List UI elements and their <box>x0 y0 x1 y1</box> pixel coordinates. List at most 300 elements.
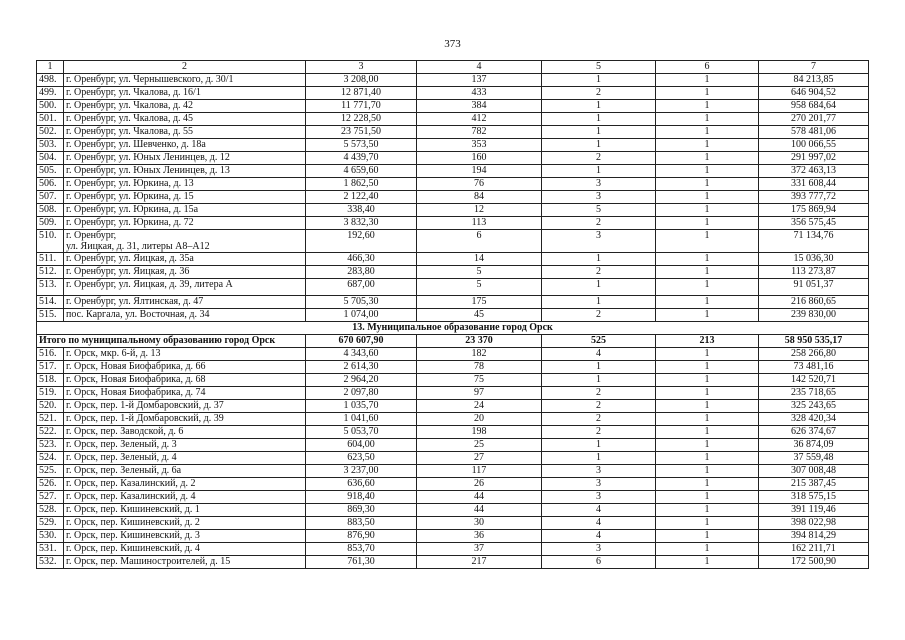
col6-cell: 1 <box>656 374 759 387</box>
table-row <box>37 374 869 387</box>
address-cell: г. Орск, пер. 1-й Домбаровский, д. 39 <box>64 413 306 426</box>
page-number: 373 <box>444 38 461 50</box>
col6-cell: 1 <box>656 100 759 113</box>
col7-cell: 958 684,64 <box>759 100 869 113</box>
col5-cell: 1 <box>542 361 656 374</box>
col4-cell: 384 <box>417 100 542 113</box>
table-row <box>37 178 869 191</box>
col4-cell: 113 <box>417 217 542 230</box>
table-row <box>37 139 869 152</box>
address-cell: г. Оренбург, ул. Юных Ленинцев, д. 12 <box>64 152 306 165</box>
row-number: 526. <box>37 478 64 491</box>
col7-cell: 328 420,34 <box>759 413 869 426</box>
area-cell: 3 208,00 <box>306 74 417 87</box>
row-number: 525. <box>37 465 64 478</box>
col6-cell: 1 <box>656 204 759 217</box>
col6-cell: 1 <box>656 361 759 374</box>
address-cell: г. Оренбург, ул. Чернышевского, д. 30/1 <box>64 74 306 87</box>
area-cell: 5 705,30 <box>306 296 417 309</box>
col4-cell: 5 <box>417 266 542 279</box>
col4-cell: 782 <box>417 126 542 139</box>
table-row <box>37 100 869 113</box>
col4-cell: 36 <box>417 530 542 543</box>
area-cell: 283,80 <box>306 266 417 279</box>
row-number: 506. <box>37 178 64 191</box>
total-area-cell: 670 607,90 <box>306 335 417 348</box>
col6-cell: 1 <box>656 178 759 191</box>
row-number: 511. <box>37 253 64 266</box>
col6-cell: 1 <box>656 465 759 478</box>
col7-cell: 356 575,45 <box>759 217 869 230</box>
table-row <box>37 230 869 253</box>
total-col6-cell: 213 <box>656 335 759 348</box>
col6-cell: 1 <box>656 191 759 204</box>
col6-cell: 1 <box>656 253 759 266</box>
area-cell: 11 771,70 <box>306 100 417 113</box>
table-row <box>37 152 869 165</box>
col4-cell: 5 <box>417 279 542 296</box>
col6-cell: 1 <box>656 426 759 439</box>
col6-cell: 1 <box>656 165 759 178</box>
col5-cell: 5 <box>542 204 656 217</box>
col7-cell: 331 608,44 <box>759 178 869 191</box>
row-number: 515. <box>37 309 64 322</box>
col5-cell: 1 <box>542 100 656 113</box>
row-number: 517. <box>37 361 64 374</box>
row-number: 510. <box>37 230 64 253</box>
section-title: 13. Муниципальное образование город Орск <box>37 322 869 335</box>
col5-cell: 2 <box>542 400 656 413</box>
column-header-row <box>37 61 869 74</box>
area-cell: 918,40 <box>306 491 417 504</box>
row-number: 531. <box>37 543 64 556</box>
table-row <box>37 361 869 374</box>
col5-cell: 1 <box>542 452 656 465</box>
col7-cell: 84 213,85 <box>759 74 869 87</box>
area-cell: 1 074,00 <box>306 309 417 322</box>
area-cell: 687,00 <box>306 279 417 296</box>
row-number: 503. <box>37 139 64 152</box>
col7-cell: 394 814,29 <box>759 530 869 543</box>
row-number: 505. <box>37 165 64 178</box>
row-number: 516. <box>37 348 64 361</box>
col6-cell: 1 <box>656 400 759 413</box>
address-cell: г. Оренбург, ул. Юных Ленинцев, д. 13 <box>64 165 306 178</box>
address-line: ул. Яицкая, д. 31, литеры А8–А12 <box>66 241 210 252</box>
table-body <box>37 61 869 569</box>
row-number: 508. <box>37 204 64 217</box>
row-number: 518. <box>37 374 64 387</box>
table-row <box>37 309 869 322</box>
col6-cell: 1 <box>656 556 759 569</box>
address-cell: г. Орск, пер. Заводской, д. 6 <box>64 426 306 439</box>
col5-cell: 3 <box>542 465 656 478</box>
col4-cell: 30 <box>417 517 542 530</box>
col4-cell: 75 <box>417 374 542 387</box>
address-cell: г. Орск, Новая Биофабрика, д. 66 <box>64 361 306 374</box>
column-header: 3 <box>306 61 417 74</box>
col5-cell: 4 <box>542 348 656 361</box>
total-col7-cell: 58 950 535,17 <box>759 335 869 348</box>
table-row <box>37 87 869 100</box>
col5-cell: 1 <box>542 74 656 87</box>
housing-registry-table <box>36 60 869 569</box>
col5-cell: 1 <box>542 253 656 266</box>
col4-cell: 198 <box>417 426 542 439</box>
row-number: 530. <box>37 530 64 543</box>
table-row <box>37 413 869 426</box>
area-cell: 2 964,20 <box>306 374 417 387</box>
col4-cell: 137 <box>417 74 542 87</box>
area-cell: 2 122,40 <box>306 191 417 204</box>
row-number: 513. <box>37 279 64 296</box>
table-row <box>37 478 869 491</box>
col6-cell: 1 <box>656 152 759 165</box>
row-number: 500. <box>37 100 64 113</box>
col5-cell: 2 <box>542 266 656 279</box>
table-row <box>37 400 869 413</box>
area-cell: 4 439,70 <box>306 152 417 165</box>
total-label: Итого по муниципальному образованию город Орск <box>37 335 306 348</box>
col4-cell: 353 <box>417 139 542 152</box>
table-row <box>37 543 869 556</box>
col5-cell: 4 <box>542 530 656 543</box>
col5-cell: 2 <box>542 426 656 439</box>
area-cell: 1 041,60 <box>306 413 417 426</box>
area-cell: 2 614,30 <box>306 361 417 374</box>
row-number: 499. <box>37 87 64 100</box>
area-cell: 2 097,80 <box>306 387 417 400</box>
col5-cell: 4 <box>542 504 656 517</box>
row-number: 504. <box>37 152 64 165</box>
address-cell: г. Оренбург, ул. Юркина, д. 15а <box>64 204 306 217</box>
col4-cell: 6 <box>417 230 542 253</box>
col7-cell: 325 243,65 <box>759 400 869 413</box>
address-cell: г. Орск, пер. Кишиневский, д. 1 <box>64 504 306 517</box>
col6-cell: 1 <box>656 452 759 465</box>
col4-cell: 182 <box>417 348 542 361</box>
col7-cell: 391 119,46 <box>759 504 869 517</box>
area-cell: 623,50 <box>306 452 417 465</box>
row-number: 520. <box>37 400 64 413</box>
col6-cell: 1 <box>656 139 759 152</box>
address-cell: г. Орск, пер. Машиностроителей, д. 15 <box>64 556 306 569</box>
column-header: 5 <box>542 61 656 74</box>
address-cell: г. Орск, пер. Казалинский, д. 2 <box>64 478 306 491</box>
table-row <box>37 296 869 309</box>
col6-cell: 1 <box>656 543 759 556</box>
col7-cell: 142 520,71 <box>759 374 869 387</box>
row-number: 528. <box>37 504 64 517</box>
address-cell: г. Орск, пер. Казалинский, д. 4 <box>64 491 306 504</box>
area-cell: 12 871,40 <box>306 87 417 100</box>
col5-cell: 3 <box>542 478 656 491</box>
total-col4-cell: 23 370 <box>417 335 542 348</box>
col5-cell: 3 <box>542 491 656 504</box>
col6-cell: 1 <box>656 126 759 139</box>
col4-cell: 37 <box>417 543 542 556</box>
col5-cell: 1 <box>542 139 656 152</box>
col7-cell: 626 374,67 <box>759 426 869 439</box>
area-cell: 883,50 <box>306 517 417 530</box>
area-cell: 869,30 <box>306 504 417 517</box>
address-cell: г. Оренбург, ул. Ялтинская, д. 47 <box>64 296 306 309</box>
area-cell: 604,00 <box>306 439 417 452</box>
table-row <box>37 204 869 217</box>
address-cell: г. Орск, Новая Биофабрика, д. 68 <box>64 374 306 387</box>
address-cell: г. Оренбург, ул. Юркина, д. 72 <box>64 217 306 230</box>
col6-cell: 1 <box>656 517 759 530</box>
area-cell: 466,30 <box>306 253 417 266</box>
address-cell: г. Оренбург, ул. Чкалова, д. 16/1 <box>64 87 306 100</box>
col6-cell: 1 <box>656 413 759 426</box>
row-number: 523. <box>37 439 64 452</box>
col7-cell: 258 266,80 <box>759 348 869 361</box>
col6-cell: 1 <box>656 387 759 400</box>
column-header: 6 <box>656 61 759 74</box>
col6-cell: 1 <box>656 279 759 296</box>
table-row <box>37 113 869 126</box>
row-number: 522. <box>37 426 64 439</box>
col6-cell: 1 <box>656 504 759 517</box>
col4-cell: 20 <box>417 413 542 426</box>
col5-cell: 2 <box>542 309 656 322</box>
total-col5-cell: 525 <box>542 335 656 348</box>
col4-cell: 117 <box>417 465 542 478</box>
col4-cell: 78 <box>417 361 542 374</box>
col6-cell: 1 <box>656 348 759 361</box>
col4-cell: 217 <box>417 556 542 569</box>
address-cell: г. Орск, пер. Кишиневский, д. 2 <box>64 517 306 530</box>
col7-cell: 398 022,98 <box>759 517 869 530</box>
address-cell: г. Орск, пер. Зеленый, д. 3 <box>64 439 306 452</box>
address-cell: г. Орск, пер. Кишиневский, д. 3 <box>64 530 306 543</box>
table-row <box>37 126 869 139</box>
area-cell: 5 573,50 <box>306 139 417 152</box>
col4-cell: 14 <box>417 253 542 266</box>
address-cell: г. Оренбург, ул. Яицкая, д. 36 <box>64 266 306 279</box>
col4-cell: 175 <box>417 296 542 309</box>
col5-cell: 1 <box>542 374 656 387</box>
col4-cell: 25 <box>417 439 542 452</box>
col6-cell: 1 <box>656 491 759 504</box>
col4-cell: 26 <box>417 478 542 491</box>
col7-cell: 291 997,02 <box>759 152 869 165</box>
col4-cell: 412 <box>417 113 542 126</box>
table-row <box>37 279 869 296</box>
col7-cell: 215 387,45 <box>759 478 869 491</box>
address-cell: г. Орск, пер. Зеленый, д. 4 <box>64 452 306 465</box>
address-cell: г. Оренбург, ул. Чкалова, д. 45 <box>64 113 306 126</box>
col6-cell: 1 <box>656 266 759 279</box>
col7-cell: 71 134,76 <box>759 230 869 253</box>
col7-cell: 239 830,00 <box>759 309 869 322</box>
col7-cell: 372 463,13 <box>759 165 869 178</box>
col5-cell: 6 <box>542 556 656 569</box>
address-cell: г. Оренбург, ул. Яицкая, д. 39, литера А <box>64 279 306 296</box>
table-row <box>37 387 869 400</box>
col4-cell: 27 <box>417 452 542 465</box>
address-cell: г. Оренбург, ул. Яицкая, д. 35а <box>64 253 306 266</box>
col5-cell: 2 <box>542 217 656 230</box>
col7-cell: 100 066,55 <box>759 139 869 152</box>
col5-cell: 3 <box>542 178 656 191</box>
col5-cell: 3 <box>542 230 656 253</box>
table-row <box>37 191 869 204</box>
row-number: 509. <box>37 217 64 230</box>
row-number: 532. <box>37 556 64 569</box>
col7-cell: 216 860,65 <box>759 296 869 309</box>
col5-cell: 4 <box>542 517 656 530</box>
table-row <box>37 217 869 230</box>
col5-cell: 2 <box>542 413 656 426</box>
area-cell: 3 237,00 <box>306 465 417 478</box>
area-cell: 853,70 <box>306 543 417 556</box>
address-cell: г. Орск, пер. 1-й Домбаровский, д. 37 <box>64 400 306 413</box>
address-cell: г. Орск, Новая Биофабрика, д. 74 <box>64 387 306 400</box>
col4-cell: 12 <box>417 204 542 217</box>
col4-cell: 44 <box>417 504 542 517</box>
col4-cell: 160 <box>417 152 542 165</box>
col5-cell: 1 <box>542 279 656 296</box>
col5-cell: 3 <box>542 191 656 204</box>
col7-cell: 73 481,16 <box>759 361 869 374</box>
table-row <box>37 74 869 87</box>
col5-cell: 1 <box>542 113 656 126</box>
row-number: 521. <box>37 413 64 426</box>
col6-cell: 1 <box>656 309 759 322</box>
area-cell: 12 228,50 <box>306 113 417 126</box>
area-cell: 636,60 <box>306 478 417 491</box>
total-row <box>37 335 869 348</box>
column-header: 4 <box>417 61 542 74</box>
area-cell: 4 343,60 <box>306 348 417 361</box>
col5-cell: 2 <box>542 152 656 165</box>
address-cell: г. Оренбург, ул. Чкалова, д. 42 <box>64 100 306 113</box>
area-cell: 876,90 <box>306 530 417 543</box>
address-cell: пос. Каргала, ул. Восточная, д. 34 <box>64 309 306 322</box>
col7-cell: 235 718,65 <box>759 387 869 400</box>
col6-cell: 1 <box>656 230 759 253</box>
col7-cell: 393 777,72 <box>759 191 869 204</box>
table-row <box>37 266 869 279</box>
row-number: 529. <box>37 517 64 530</box>
address-cell: г. Орск, мкр. 6-й, д. 13 <box>64 348 306 361</box>
address-cell: г. Оренбург, ул. Юркина, д. 15 <box>64 191 306 204</box>
row-number: 519. <box>37 387 64 400</box>
area-cell: 192,60 <box>306 230 417 253</box>
section-header-row <box>37 322 869 335</box>
col4-cell: 44 <box>417 491 542 504</box>
col5-cell: 1 <box>542 165 656 178</box>
col7-cell: 36 874,09 <box>759 439 869 452</box>
col6-cell: 1 <box>656 113 759 126</box>
area-cell: 338,40 <box>306 204 417 217</box>
area-cell: 1 035,70 <box>306 400 417 413</box>
col4-cell: 76 <box>417 178 542 191</box>
row-number: 524. <box>37 452 64 465</box>
col7-cell: 91 051,37 <box>759 279 869 296</box>
table-row <box>37 253 869 266</box>
col7-cell: 307 008,48 <box>759 465 869 478</box>
col6-cell: 1 <box>656 217 759 230</box>
table-row <box>37 556 869 569</box>
address-line: г. Оренбург, <box>66 230 117 241</box>
col5-cell: 2 <box>542 87 656 100</box>
col5-cell: 1 <box>542 126 656 139</box>
column-header: 1 <box>37 61 64 74</box>
table-row <box>37 452 869 465</box>
col7-cell: 15 036,30 <box>759 253 869 266</box>
area-cell: 761,30 <box>306 556 417 569</box>
col5-cell: 1 <box>542 296 656 309</box>
table-row <box>37 439 869 452</box>
col4-cell: 24 <box>417 400 542 413</box>
area-cell: 5 053,70 <box>306 426 417 439</box>
row-number: 502. <box>37 126 64 139</box>
col4-cell: 433 <box>417 87 542 100</box>
col7-cell: 37 559,48 <box>759 452 869 465</box>
address-cell <box>64 230 306 253</box>
col7-cell: 175 869,94 <box>759 204 869 217</box>
row-number: 527. <box>37 491 64 504</box>
col5-cell: 2 <box>542 387 656 400</box>
row-number: 507. <box>37 191 64 204</box>
address-cell: г. Орск, пер. Зеленый, д. 6а <box>64 465 306 478</box>
area-cell: 23 751,50 <box>306 126 417 139</box>
col6-cell: 1 <box>656 87 759 100</box>
column-header: 7 <box>759 61 869 74</box>
row-number: 514. <box>37 296 64 309</box>
column-header: 2 <box>64 61 306 74</box>
col4-cell: 97 <box>417 387 542 400</box>
area-cell: 1 862,50 <box>306 178 417 191</box>
col7-cell: 318 575,15 <box>759 491 869 504</box>
address-cell: г. Орск, пер. Кишиневский, д. 4 <box>64 543 306 556</box>
area-cell: 4 659,60 <box>306 165 417 178</box>
table-row <box>37 426 869 439</box>
col7-cell: 113 273,87 <box>759 266 869 279</box>
table-row <box>37 491 869 504</box>
col6-cell: 1 <box>656 296 759 309</box>
col7-cell: 162 211,71 <box>759 543 869 556</box>
table-row <box>37 517 869 530</box>
table-row <box>37 530 869 543</box>
row-number: 501. <box>37 113 64 126</box>
col6-cell: 1 <box>656 439 759 452</box>
address-cell: г. Оренбург, ул. Шевченко, д. 18а <box>64 139 306 152</box>
address-cell: г. Оренбург, ул. Чкалова, д. 55 <box>64 126 306 139</box>
row-number: 498. <box>37 74 64 87</box>
table-row <box>37 165 869 178</box>
col5-cell: 3 <box>542 543 656 556</box>
col4-cell: 84 <box>417 191 542 204</box>
area-cell: 3 832,30 <box>306 217 417 230</box>
table-row <box>37 504 869 517</box>
col4-cell: 45 <box>417 309 542 322</box>
table-row <box>37 348 869 361</box>
col6-cell: 1 <box>656 74 759 87</box>
col7-cell: 578 481,06 <box>759 126 869 139</box>
col4-cell: 194 <box>417 165 542 178</box>
col7-cell: 172 500,90 <box>759 556 869 569</box>
col7-cell: 270 201,77 <box>759 113 869 126</box>
col7-cell: 646 904,52 <box>759 87 869 100</box>
col5-cell: 1 <box>542 439 656 452</box>
row-number: 512. <box>37 266 64 279</box>
col6-cell: 1 <box>656 478 759 491</box>
col6-cell: 1 <box>656 530 759 543</box>
